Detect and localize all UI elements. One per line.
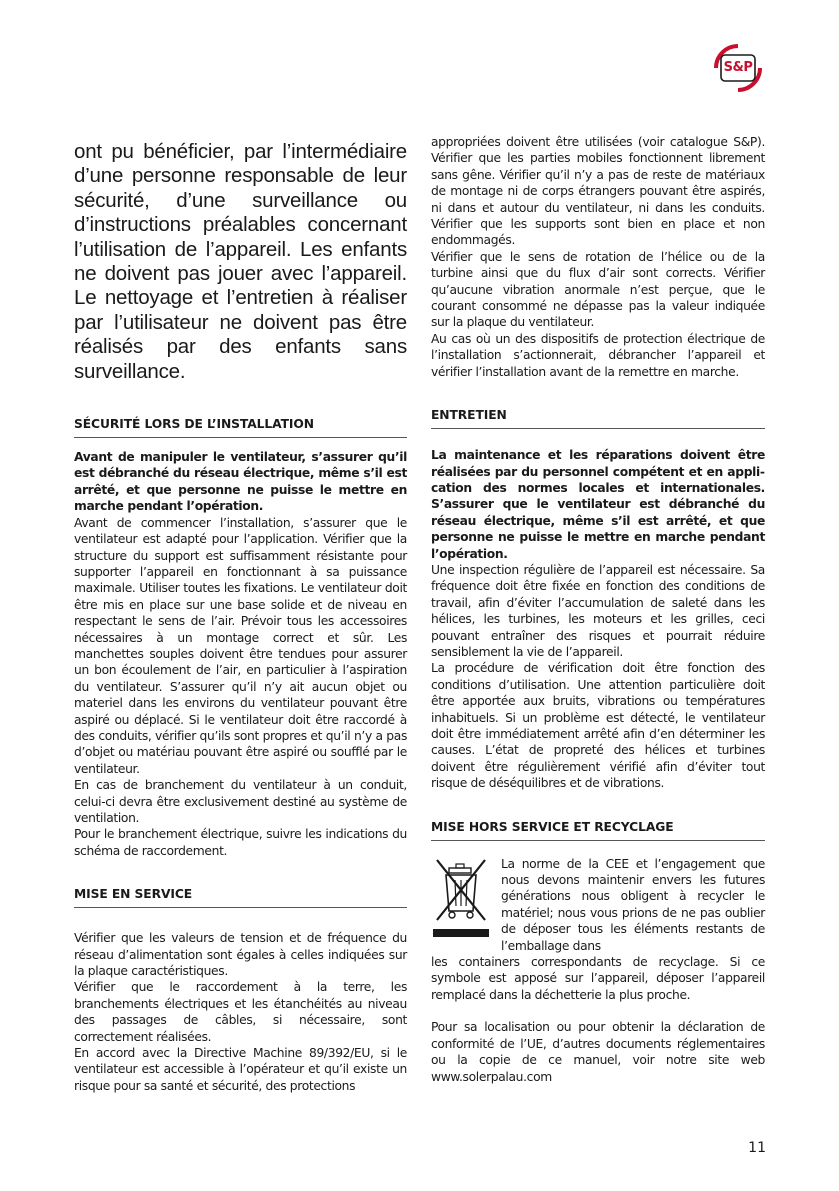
commissioning-paragraph-2: Vérifier que le raccordement à la terre, les branchements électriques et les étanchéités au niveau des passages de câbles, si nécessaire, sont correctement réalisées. (74, 980, 407, 1044)
heading-maintenance: ENTRETIEN (431, 408, 765, 429)
left-column (74, 134, 407, 1094)
crossed-bin-icon (431, 856, 491, 942)
commissioning-continuation (431, 134, 765, 380)
heading-commissioning: MISE EN SERVICE (74, 887, 407, 908)
continuation-paragraph-2: Vérifier que le sens de rotation de l’hélice ou de la turbine ainsi que du flux d’air sont corrects. Vérifier qu’aucune vibration anormale n’est perçue, que le courant consommé ne dépasse pas la valeur indiquée sur la plaque du ventilateur. (431, 249, 765, 330)
heading-decommissioning-recycling: MISE HORS SERVICE ET RECYCLAGE (431, 820, 765, 841)
page-number: 11 (748, 1140, 766, 1156)
installation-paragraph-3: Pour le branchement électrique, suivre les indications du schéma de raccordement. (74, 827, 407, 858)
recycling-section (431, 856, 765, 1085)
installation-warning: Avant de manipuler le ventilateur, s’assurer qu’il est débranché du réseau électrique, même s’il est arrêté, et que personne ne puisse le mettre en marche pendant l’opération. (74, 450, 407, 514)
heading-installation-safety: SÉCURITÉ LORS DE L’INSTALLATION (74, 417, 407, 438)
sp-logo-icon (710, 40, 766, 96)
recycling-paragraph-1-indented: La norme de la CEE et l’engagement que nous devons maintenir envers les futures générations nous obligent à recycler le matériel; nous vous prions de ne pas oublier de déposer tous les éléments restants de l’emballage dans (501, 856, 765, 953)
recycling-paragraph-1-continued: les containers correspondants de recyclage. Si ce symbole est apposé sur l’appareil, déposer l’appareil remplacé dans la déchetterie la plus proche. (431, 955, 765, 1002)
intro-paragraph: ont pu bénéficier, par l’intermédiaire d’une personne responsable de leur sécurité, d’une surveillance ou d’instructions préalables concernant l’utilisation de l’appareil. Les enfants ne doivent pas jouer avec l’appareil. Le nettoyage et l’entretien à réaliser par l’utilisateur ne doivent pas être réalisés par des enfants sans surveillance. (74, 140, 407, 383)
installation-paragraph-1: Avant de commencer l’installation, s’assurer que le ventilateur est adapté pour l’application. Vérifier que la structure du support est suffisamment résistante pour supporter l’appareil en fonctionnant à sa puissance maximale. Utiliser toutes les fixations. Le ventilateur doit être mis en place sur une base solide et de niveau en respectant le sens de l’air. Prévoir tous les accessoires nécessaires à un montage correct et sûr. Les manchettes souples doivent être tendues pour assurer un bon écoulement de l’air, en particulier à l’aspiration du ventilateur. S’assurer qu’il n’y ait aucun objet ou materiel dans les environs du ventilateur pouvant être aspiré ou déplacé. Si le ventilateur doit être raccordé à des conduits, vérifier qu’ils sont propres et qu’il n’y a pas d’objet ou matériau pouvant être aspiré ou soufflé par le ventilateur. (74, 515, 407, 776)
continuation-paragraph-3: Au cas où un des dispositifs de protection électrique de l’installation s’actionnerait, débrancher l’appareil et vérifier l’installation avant de la remettre en marche. (431, 331, 765, 379)
right-column (431, 134, 765, 1085)
installation-paragraph-2: En cas de branchement du ventilateur à un conduit, celui-ci devra être exclusivement destiné au système de ventilation. (74, 778, 407, 825)
commissioning-paragraph-3: En accord avec la Directive Machine 89/392/EU, si le ventilateur est accessible à l’opérateur et qu’il existe un risque pour sa santé et sécurité, des protections (74, 1046, 407, 1093)
commissioning-section (74, 930, 407, 1094)
maintenance-paragraph-2: La procédure de vérification doit être fonction des conditions d’utilisation. Une attention particulière doit être apportée aux bruits, vibrations ou températures inhabituels. Si un problème est détecté, le ventilateur doit être immédiatement arrêté afin d’en déterminer les causes. L’état de propreté des hélices et turbines doivent être régulièrement vérifié afin d’éviter tout risque de déséquilibres et de vibrations. (431, 661, 765, 791)
logo-text: S&P (723, 60, 753, 75)
maintenance-paragraph-1: Une inspection régulière de l’appareil est nécessaire. Sa fréquence doit être fixée en fonction des conditions de travail, afin d’éviter l’accumulation de saleté dans les hélices, les turbines, les moteurs et les grilles, ceci pouvant entraîner des risques et pourrait réduire sensiblement la vie de l’appareil. (431, 562, 765, 659)
maintenance-warning: La maintenance et les réparations doivent être réalisées par du personnel compétent et en application des normes locales et internationales. S’assurer que le ventilateur est débranché du réseau électrique, même s’il est arrêté, et que personne ne puisse le mettre en marche pendant l’opération. (431, 448, 765, 561)
continuation-paragraph-1: appropriées doivent être utilisées (voir catalogue S&P). Vérifier que les parties mobiles fonctionnent librement sans gêne. Vérifier qu’il n’y a pas de reste de matériaux de montage ni de corps étrangers pouvant être aspirés, ni dans et autour du ventilateur, ni dans les conduits. Vérifier que les supports sont bien en place et non endommagés. (431, 135, 765, 248)
maintenance-section (431, 447, 765, 792)
installation-section (74, 449, 407, 859)
commissioning-paragraph-1: Vérifier que les valeurs de tension et de fréquence du réseau d’alimentation sont égales à celles indiquées sur la plaque caractéristiques. (74, 931, 407, 979)
recycling-paragraph-2: Pour sa localisation ou pour obtenir la déclaration de conformité de l’UE, d’autres documents réglementaires ou la copie de ce manuel, voir notre site web www.solerpalau.com (431, 1020, 765, 1084)
